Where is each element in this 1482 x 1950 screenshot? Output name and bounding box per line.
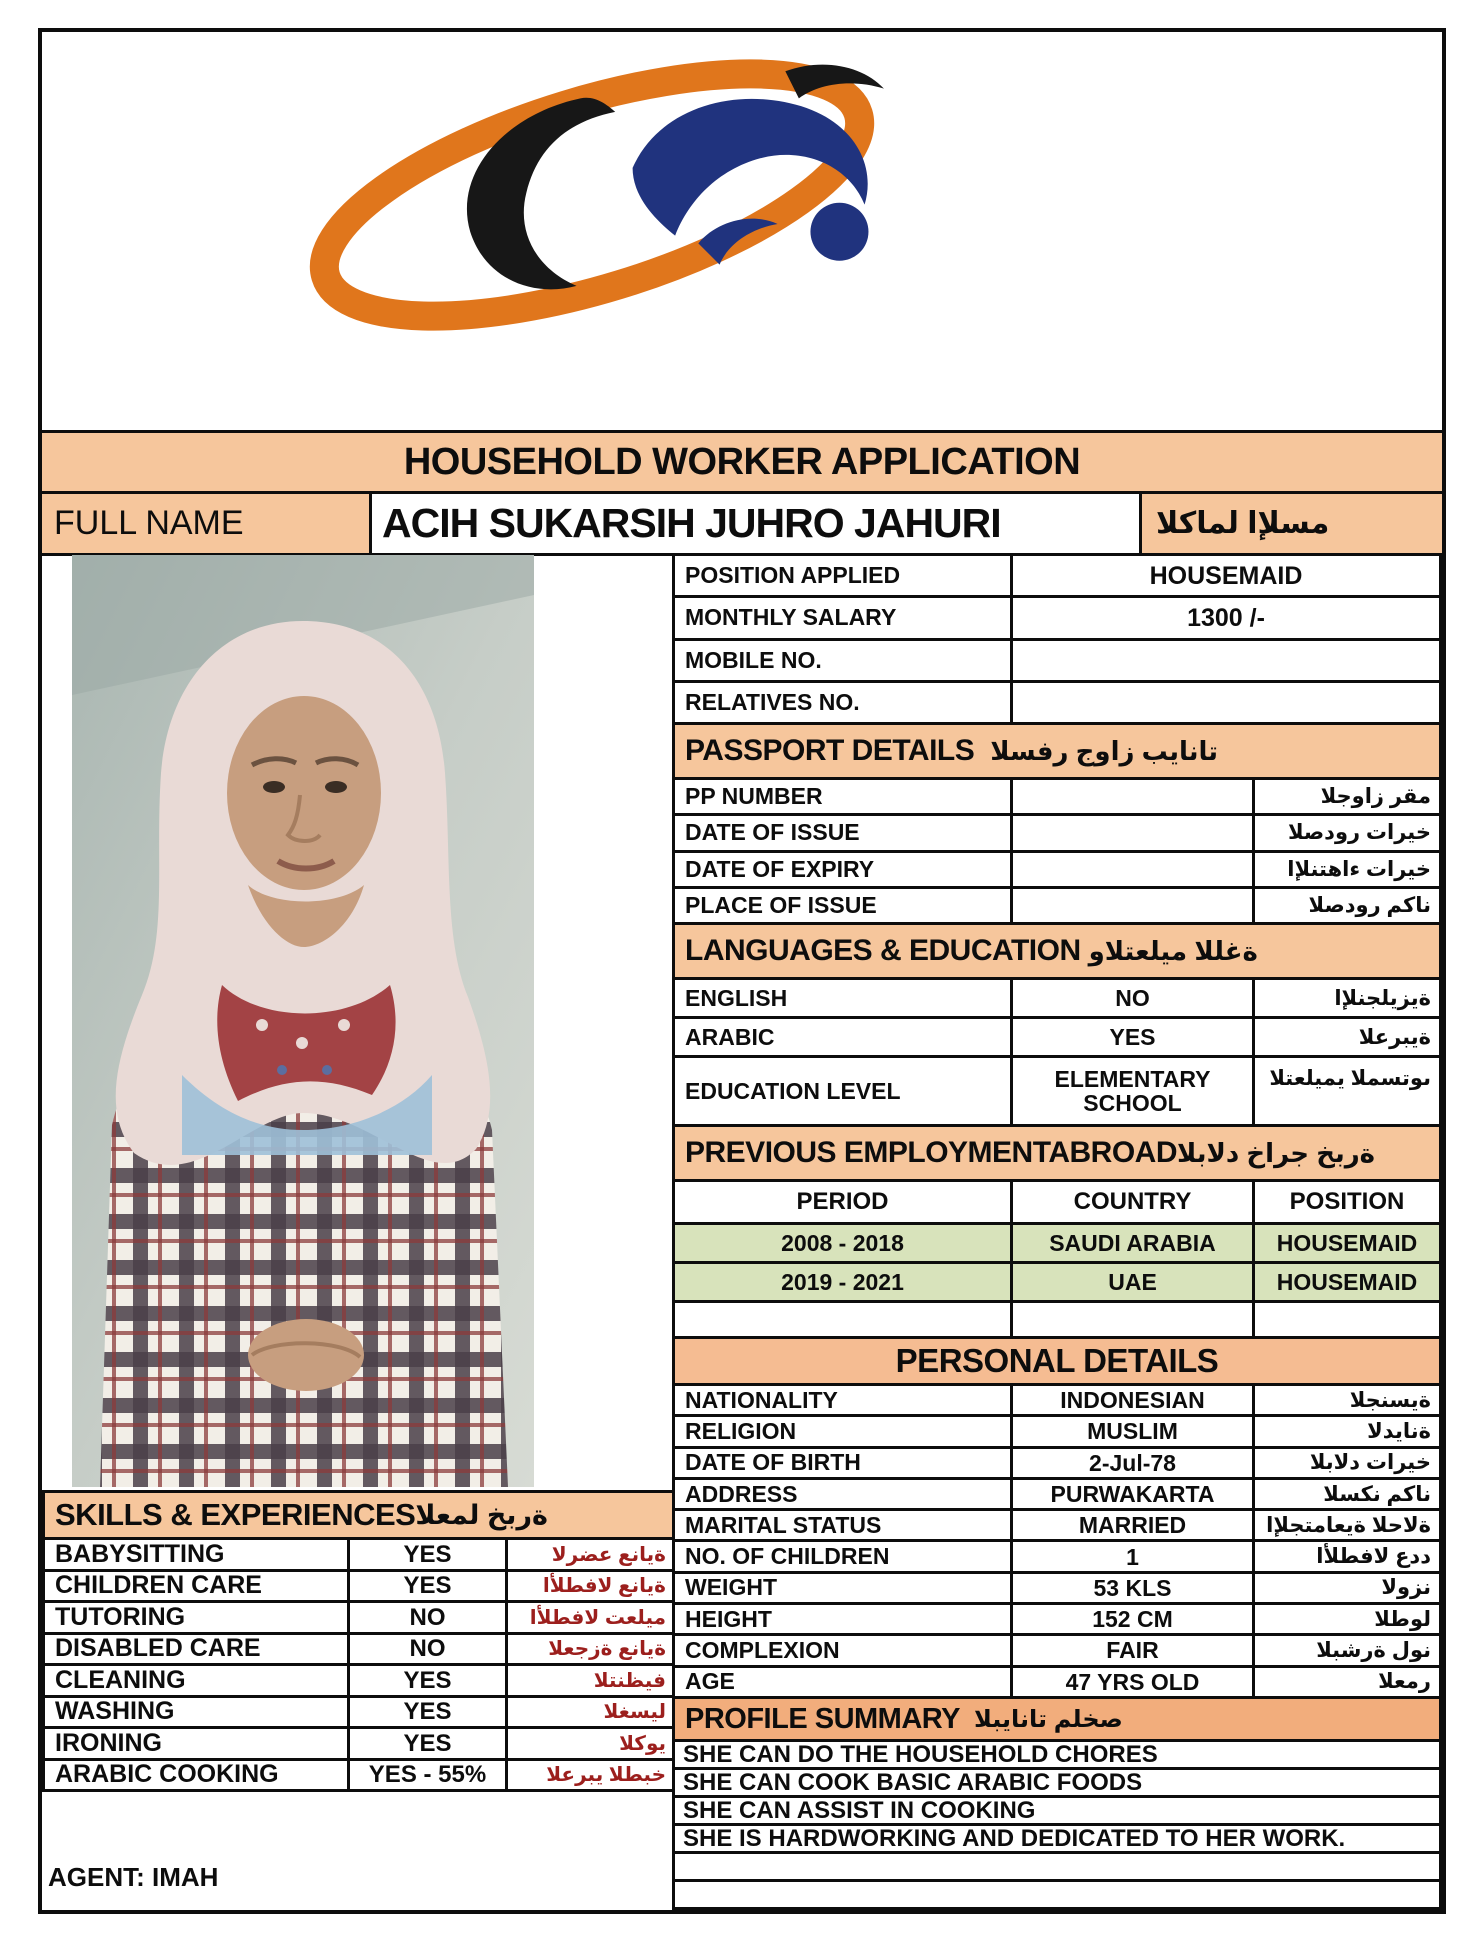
section-title: LANGUAGES & EDUCATION — [685, 934, 1081, 967]
field-label: DATE OF BIRTH — [675, 1449, 1010, 1477]
field-label-arabic: مقر زاوجلا — [1255, 780, 1439, 813]
skill-label-arabic: خبطلا يبرعلا — [508, 1761, 672, 1790]
skill-value: YES — [350, 1540, 505, 1569]
column-header: PERIOD — [675, 1182, 1010, 1222]
employment-table — [672, 1179, 1442, 1339]
field-label: ADDRESS — [675, 1480, 1010, 1508]
skill-label-arabic: ليسغلا — [508, 1698, 672, 1727]
summary-line: SHE CAN DO THE HOUSEHOLD CHORES — [675, 1742, 1439, 1767]
field-value: 1300 /- — [1013, 598, 1439, 637]
summary-line — [675, 1854, 1439, 1879]
application-form-frame — [38, 28, 1446, 1914]
photo-hands — [248, 1319, 364, 1391]
field-value — [1013, 683, 1439, 722]
field-label: NO. OF CHILDREN — [675, 1542, 1010, 1570]
field-value: MARRIED — [1013, 1511, 1252, 1539]
skill-label: BABYSITTING — [45, 1540, 347, 1569]
field-label-arabic: ةيبرعلا — [1255, 1019, 1439, 1055]
field-value: 2-Jul-78 — [1013, 1449, 1252, 1477]
section-title: PERSONAL DETAILS — [895, 1342, 1219, 1379]
field-label: MOBILE NO. — [675, 641, 1010, 680]
field-label-arabic: خيرات ءاهتنلإا — [1255, 853, 1439, 886]
field-label: EDUCATION LEVEL — [675, 1058, 1010, 1124]
section-title: SKILLS & EXPERIENCES — [55, 1497, 416, 1532]
skill-value: YES - 55% — [350, 1761, 505, 1790]
profile-summary-table — [672, 1739, 1442, 1910]
summary-line: SHE CAN COOK BASIC ARABIC FOODS — [675, 1770, 1439, 1795]
personal-table — [672, 1383, 1442, 1699]
field-value: YES — [1013, 1019, 1252, 1055]
personal-section-header — [672, 1336, 1442, 1386]
skill-label-arabic: ميلعت لافطلأا — [508, 1603, 672, 1632]
full-name-row — [42, 494, 1442, 556]
field-value: 152 CM — [1013, 1605, 1252, 1633]
field-label: COMPLEXION — [675, 1636, 1010, 1664]
field-value: PURWAKARTA — [1013, 1480, 1252, 1508]
field-label: DATE OF ISSUE — [675, 816, 1010, 849]
field-value: INDONESIAN — [1013, 1386, 1252, 1414]
field-value — [1013, 641, 1439, 680]
field-value: NO — [1013, 980, 1252, 1016]
field-value: 53 KLS — [1013, 1574, 1252, 1602]
skill-value: NO — [350, 1603, 505, 1632]
full-name-value: ACIH SUKARSIH JUHRO JAHURI — [372, 494, 1142, 553]
skills-table — [42, 1537, 675, 1792]
field-label: HEIGHT — [675, 1605, 1010, 1633]
field-label: ENGLISH — [675, 980, 1010, 1016]
employment-position — [1255, 1303, 1439, 1336]
field-label-arabic: ةنايدلا — [1255, 1417, 1439, 1445]
agent-label: AGENT: IMAH — [48, 1862, 219, 1892]
employment-country — [1013, 1303, 1252, 1336]
photo-face — [227, 696, 381, 890]
passport-section-header — [672, 722, 1442, 780]
skill-value: YES — [350, 1729, 505, 1758]
field-value: FAIR — [1013, 1636, 1252, 1664]
section-title: PREVIOUS EMPLOYMENTABROAD — [685, 1136, 1177, 1169]
section-title-arabic: تانايب زاوج رفسلا — [990, 735, 1219, 766]
field-label-arabic: ةيسنجلا — [1255, 1386, 1439, 1414]
employment-country: SAUDI ARABIA — [1013, 1225, 1252, 1261]
field-label-arabic: رمعلا — [1255, 1668, 1439, 1696]
field-value: MUSLIM — [1013, 1417, 1252, 1445]
skill-label-arabic: ةيانع ةزجعلا — [508, 1635, 672, 1664]
field-label-arabic: ىوتسملا يميلعتلا — [1255, 1058, 1439, 1124]
skill-label: TUTORING — [45, 1603, 347, 1632]
skill-label: DISABLED CARE — [45, 1635, 347, 1664]
field-label-arabic: لوطلا — [1255, 1605, 1439, 1633]
summary-line: SHE IS HARDWORKING AND DEDICATED TO HER WORK. — [675, 1826, 1439, 1851]
field-value: 1 — [1013, 1542, 1252, 1570]
field-value: 47 YRS OLD — [1013, 1668, 1252, 1696]
full-name-label-arabic: مسلإا لماكلا — [1142, 494, 1442, 553]
applicant-photo — [72, 555, 534, 1487]
field-label: AGE — [675, 1668, 1010, 1696]
section-title-arabic: ةغللا ميلعتلاو — [1088, 935, 1258, 966]
skill-label: WASHING — [45, 1698, 347, 1727]
employment-country: UAE — [1013, 1264, 1252, 1300]
section-title-arabic: ةربخ لمعلا — [415, 1499, 548, 1530]
employment-section-header — [672, 1124, 1442, 1182]
field-label: WEIGHT — [675, 1574, 1010, 1602]
field-label-arabic: نزولا — [1255, 1574, 1439, 1602]
field-label-arabic: خيرات رودصلا — [1255, 816, 1439, 849]
skill-label: IRONING — [45, 1729, 347, 1758]
field-value: ELEMENTARY SCHOOL — [1013, 1058, 1252, 1124]
employment-position: HOUSEMAID — [1255, 1264, 1439, 1300]
field-value — [1013, 780, 1252, 813]
field-label-arabic: ناكم نكسلا — [1255, 1480, 1439, 1508]
skill-value: YES — [350, 1572, 505, 1601]
passport-table — [672, 777, 1442, 925]
summary-line: SHE CAN ASSIST IN COOKING — [675, 1798, 1439, 1823]
employment-period — [675, 1303, 1010, 1336]
field-label: POSITION APPLIED — [675, 556, 1010, 595]
field-label: ARABIC — [675, 1019, 1010, 1055]
agency-logo — [282, 50, 902, 340]
skill-label-arabic: ةيانع عضرلا — [508, 1540, 672, 1569]
field-label: MONTHLY SALARY — [675, 598, 1010, 637]
full-name-label: FULL NAME — [42, 494, 372, 553]
section-title: PROFILE SUMMARY — [685, 1702, 960, 1735]
field-value: HOUSEMAID — [1013, 556, 1439, 595]
field-label-arabic: نول ةرشبلا — [1255, 1636, 1439, 1664]
field-label: PP NUMBER — [675, 780, 1010, 813]
column-header: COUNTRY — [1013, 1182, 1252, 1222]
skill-value: YES — [350, 1698, 505, 1727]
skill-value: YES — [350, 1666, 505, 1695]
field-label-arabic: ددع لافطلأا — [1255, 1542, 1439, 1570]
languages-table — [672, 977, 1442, 1127]
field-label-arabic: خيرات دلابلا — [1255, 1449, 1439, 1477]
field-label-arabic: ةيزيلجنلإا — [1255, 980, 1439, 1016]
summary-line — [675, 1882, 1439, 1907]
skill-value: NO — [350, 1635, 505, 1664]
field-value — [1013, 853, 1252, 886]
column-header: POSITION — [1255, 1182, 1439, 1222]
employment-period: 2019 - 2021 — [675, 1264, 1010, 1300]
field-label-arabic: ناكم رودصلا — [1255, 889, 1439, 922]
banner-title: HOUSEHOLD WORKER APPLICATION — [42, 430, 1442, 494]
section-title-arabic: صخلم تانايبلا — [973, 1705, 1123, 1733]
skill-label: ARABIC COOKING — [45, 1761, 347, 1790]
skills-section-header — [42, 1490, 675, 1540]
field-label-arabic: ةلاحلا ةيعامتجلإا — [1255, 1511, 1439, 1539]
field-label: DATE OF EXPIRY — [675, 853, 1010, 886]
skill-label-arabic: فيظنتلا — [508, 1666, 672, 1695]
field-label: NATIONALITY — [675, 1386, 1010, 1414]
profile-section-header — [672, 1696, 1442, 1742]
skill-label-arabic: ةيانع لافطلأا — [508, 1572, 672, 1601]
section-title: PASSPORT DETAILS — [685, 734, 975, 767]
logo-blue-dot — [810, 203, 868, 261]
employment-position: HOUSEMAID — [1255, 1225, 1439, 1261]
field-label: RELATIVES NO. — [675, 683, 1010, 722]
languages-section-header — [672, 922, 1442, 980]
field-value — [1013, 816, 1252, 849]
skill-label: CLEANING — [45, 1666, 347, 1695]
skill-label-arabic: يوكلا — [508, 1729, 672, 1758]
field-label: RELIGION — [675, 1417, 1010, 1445]
application-info-table — [672, 553, 1442, 725]
section-title-arabic: ةربخ جراخ دلابلا — [1176, 1137, 1376, 1168]
field-label: MARITAL STATUS — [675, 1511, 1010, 1539]
field-value — [1013, 889, 1252, 922]
field-label: PLACE OF ISSUE — [675, 889, 1010, 922]
skill-label: CHILDREN CARE — [45, 1572, 347, 1601]
employment-period: 2008 - 2018 — [675, 1225, 1010, 1261]
